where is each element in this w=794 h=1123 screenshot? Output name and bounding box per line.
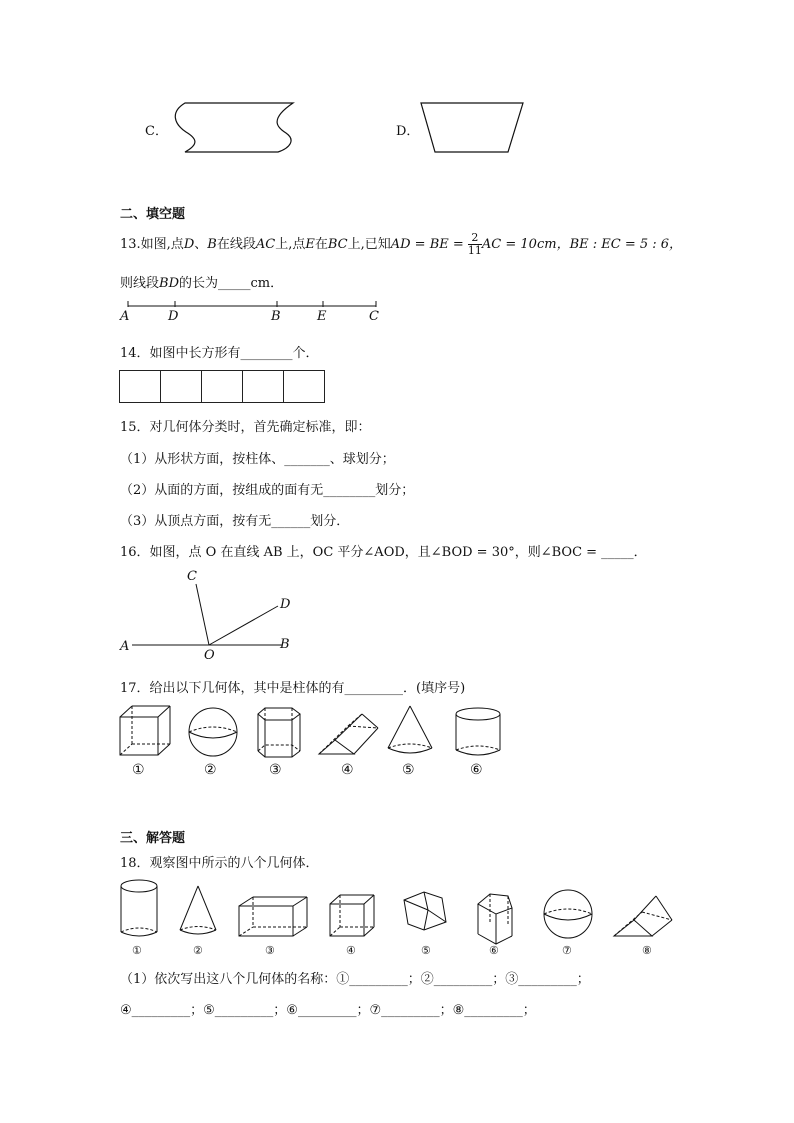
q13-text-part: 在 — [314, 237, 328, 252]
solid-label: ① — [132, 762, 145, 778]
q13-var: AC — [255, 237, 276, 252]
rect-cell — [283, 370, 325, 403]
question-13-line2 — [120, 272, 283, 291]
solid-label: ④ — [346, 944, 356, 957]
q13-text-part: 在线段 — [216, 237, 256, 252]
point-b-label: B — [280, 637, 290, 652]
solid-label: ④ — [341, 762, 354, 778]
point-d-label: D — [168, 309, 179, 324]
question-18-names-row1: （1）依次写出这八个几何体的名称：①_________；②_________；③_________； — [120, 972, 590, 987]
q13-text-part: 13.如图,点 — [120, 237, 184, 252]
sphere-icon — [544, 890, 592, 938]
solid-label: ② — [204, 762, 217, 778]
question-15-item1: （1）从形状方面，按柱体、_______、球划分； — [120, 452, 395, 467]
question-18-names-row2: ④_________；⑤_________；⑥_________；⑦_________；⑧_________； — [120, 1003, 536, 1018]
cube-icon — [330, 895, 374, 936]
q13-text-part: 上,已知 — [347, 237, 391, 252]
option-c-label: C． — [145, 124, 168, 139]
point-c-label: C — [369, 309, 379, 324]
q13-equation: AC = 10cm — [481, 237, 557, 252]
section-title-solutions: 三、解答题 — [120, 831, 186, 846]
point-e-label: E — [317, 309, 327, 324]
point-a-label: A — [120, 639, 130, 654]
prism-icon — [478, 894, 512, 944]
question-17-text: 17．给出以下几何体，其中是柱体的有_________．(填序号) — [120, 681, 466, 696]
question-14-text: 14．如图中长方形有________个． — [120, 346, 319, 361]
rect-cell — [242, 370, 284, 403]
q13-equation: AD = BE = — [390, 237, 464, 252]
rect-cell — [201, 370, 243, 403]
option-c-figure — [168, 100, 298, 155]
q13-var: E — [305, 237, 315, 252]
option-d-figure — [420, 102, 524, 154]
rect-cell — [119, 370, 161, 403]
q13-text-part: 、 — [194, 237, 208, 252]
q13-var: BD — [159, 276, 179, 291]
solid-label: ⑥ — [470, 762, 483, 778]
q13-text-part: 则线段 — [120, 276, 160, 291]
point-a-label: A — [120, 309, 130, 324]
fraction-numerator: 2 — [468, 232, 482, 245]
cone-icon — [388, 706, 432, 753]
solid-label: ⑧ — [642, 944, 652, 957]
cylinder-icon — [121, 880, 157, 936]
triangular-prism-icon — [614, 896, 672, 936]
rectangular-prism-icon — [239, 897, 307, 936]
solid-label: ⑦ — [562, 944, 572, 957]
question-18-text: 18．观察图中所示的八个几何体． — [120, 856, 319, 871]
q16-angle-figure — [118, 566, 298, 663]
solid-label: ① — [132, 944, 142, 957]
question-13-text — [120, 232, 682, 257]
q13-ratio: ，BE : EC = 5 : 6， — [556, 237, 683, 252]
cone-icon — [180, 886, 216, 934]
q13-text-part: 上,点 — [275, 237, 306, 252]
q13-var: B — [207, 237, 217, 252]
hexagonal-prism-icon — [258, 708, 300, 757]
point-b-label: B — [271, 309, 281, 324]
triangular-prism-icon — [319, 714, 378, 754]
cylinder-icon — [456, 708, 500, 755]
question-15-text: 15．对几何体分类时，首先确定标准，即： — [120, 420, 371, 435]
solid-label: ⑤ — [402, 762, 415, 778]
point-d-label: D — [280, 597, 291, 612]
solid-label: ⑤ — [421, 944, 431, 957]
question-15-item3: （3）从顶点方面，按有无______划分． — [120, 514, 350, 529]
q13-var: BC — [327, 237, 348, 252]
q14-rectangles-figure — [120, 370, 325, 403]
solid-label: ③ — [269, 762, 282, 778]
section-title-fill-in: 二、填空题 — [120, 207, 186, 222]
q17-solids-figure — [112, 700, 512, 780]
q13-text-part: 的长为_____cm． — [179, 276, 284, 291]
q18-solids-figure — [112, 876, 682, 960]
rect-cell — [160, 370, 202, 403]
question-16-text: 16．如图，点 O 在直线 AB 上，OC 平分∠AOD，且∠BOD = 30°，则∠BOC = _____． — [120, 545, 647, 560]
option-d-label: D． — [396, 124, 420, 139]
cube-icon — [120, 706, 170, 755]
point-c-label: C — [187, 569, 197, 584]
solid-label: ⑥ — [489, 944, 499, 957]
q13-var: D — [183, 237, 195, 252]
q13-fraction — [468, 232, 482, 257]
point-o-label: O — [204, 648, 215, 663]
solid-label: ② — [193, 944, 203, 957]
solid-label: ③ — [265, 944, 275, 957]
sphere-icon — [189, 708, 237, 756]
question-15-item2: （2）从面的方面，按组成的面有无________划分； — [120, 483, 415, 498]
q13-segment-figure — [118, 298, 388, 324]
pentagonal-prism-icon — [404, 892, 446, 930]
fraction-denominator: 11 — [467, 244, 482, 257]
